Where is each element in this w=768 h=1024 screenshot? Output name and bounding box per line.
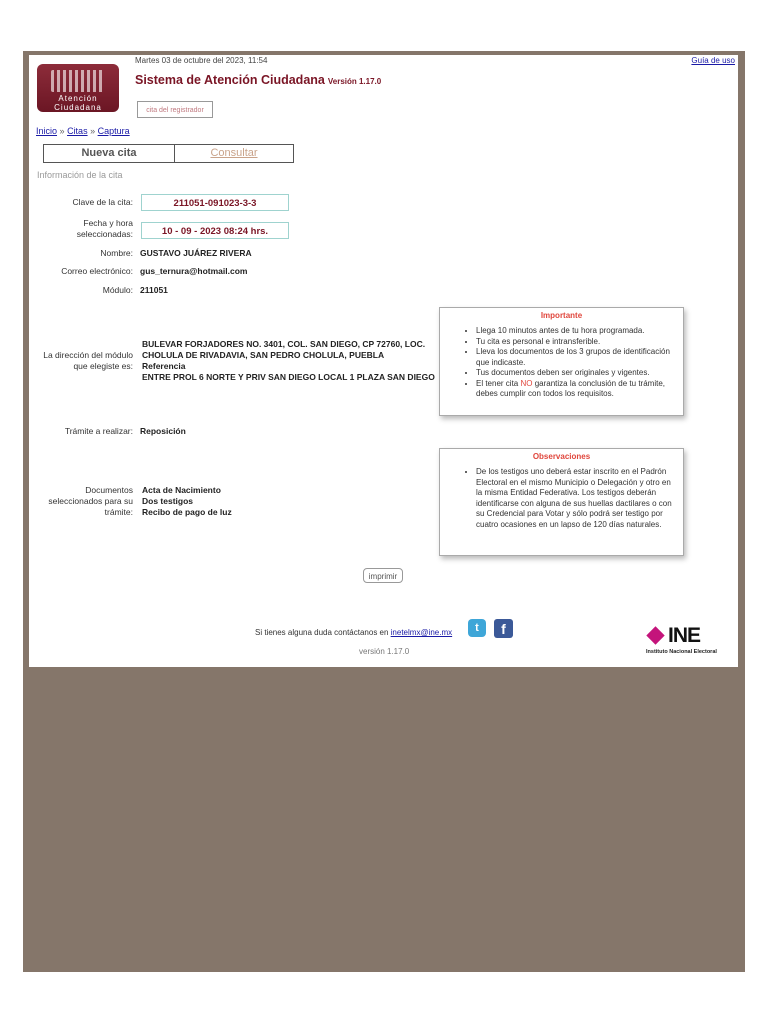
app-title-text: Sistema de Atención Ciudadana (135, 73, 325, 87)
list-item: • Llega 10 minutos antes de tu hora programada. (476, 326, 683, 337)
user-guide-link[interactable]: Guía de uso (691, 56, 735, 65)
ine-logo-subtitle: Instituto Nacional Electoral (646, 649, 717, 655)
modulo-label: Módulo: (102, 285, 133, 295)
breadcrumb-captura[interactable]: Captura (97, 126, 130, 136)
tramite-value: Reposición (140, 426, 186, 436)
tab-nueva-cita[interactable]: Nueva cita (43, 144, 175, 163)
documento-item: Dos testigos (142, 496, 194, 506)
registrar-button[interactable]: cita del registrador (137, 101, 213, 118)
direccion-line: Referencia (142, 361, 186, 371)
ine-logo-word: INE (668, 624, 701, 647)
list-item: • De los testigos uno deberá estar inscrito en el Padrón Electoral en el mismo Municipio o Delegación y otro en la misma Entidad Federativa. Los testigos deberán identificarse con alguna de sus huellas dactilares o con su Credencial para Votar y sólo podrá ser testigo por cuatro ocasiones en un lapso de 120 días naturales. (476, 467, 677, 530)
current-datetime: Martes 03 de octubre del 2023, 11:54 (135, 56, 268, 65)
documento-item: Acta de Nacimiento (142, 485, 221, 495)
print-button[interactable]: imprimir (363, 568, 403, 583)
tramite-label: Trámite a realizar: (64, 426, 133, 436)
clave-label: Clave de la cita: (72, 197, 133, 207)
tab-bar (43, 144, 294, 163)
facebook-icon[interactable]: f (494, 619, 513, 638)
observaciones-list (440, 467, 683, 530)
app-version: Versión 1.17.0 (327, 77, 382, 86)
fecha-label-line2: seleccionadas: (76, 229, 133, 239)
help-email-link[interactable]: inetelmx@ine.mx (390, 628, 453, 637)
section-title: Información de la cita (37, 170, 123, 180)
documentos-label-line3: trámite: (104, 507, 133, 517)
direccion-line: ENTRE PROL 6 NORTE Y PRIV SAN DIEGO LOCAL 1 PLAZA SAN DIEGO (142, 372, 435, 382)
nombre-label: Nombre: (100, 248, 133, 258)
direccion-label-line1: La dirección del módulo (43, 350, 133, 360)
direccion-line: CHOLULA DE RIVADAVIA, SAN PEDRO CHOLULA, PUEBLA (142, 350, 385, 360)
documento-item: Recibo de pago de luz (142, 507, 232, 517)
logo-text-line1: Atención (58, 94, 98, 103)
breadcrumb (36, 126, 130, 136)
fecha-label (35, 218, 133, 240)
tab-consultar[interactable]: Consultar (175, 144, 294, 163)
direccion-label (35, 350, 133, 372)
importante-list (440, 326, 683, 400)
direccion-value (142, 339, 435, 383)
breadcrumb-inicio[interactable]: Inicio (36, 126, 58, 136)
importante-title: Importante (540, 311, 583, 320)
observaciones-title: Observaciones (532, 452, 591, 461)
footer-version: versión 1.17.0 (359, 647, 410, 656)
correo-label: Correo electrónico: (61, 266, 133, 276)
breadcrumb-separator: » (90, 126, 96, 136)
list-item-highlight: NO (520, 378, 533, 388)
fecha-value: 10 - 09 - 2023 08:24 hrs. (141, 222, 289, 239)
clave-value: 211051-091023-3-3 (141, 194, 289, 211)
correo-value: gus_ternura@hotmail.com (140, 266, 248, 276)
documentos-label-line2: seleccionados para su (48, 496, 133, 506)
documentos-label-line1: Documentos (85, 485, 133, 495)
logo-icon (51, 70, 105, 92)
twitter-icon[interactable]: t (468, 619, 486, 637)
modulo-value: 211051 (140, 285, 168, 295)
direccion-label-line2: que elegiste es: (73, 361, 133, 371)
list-item: • Lleva los documentos de los 3 grupos de identificación que indicaste. (476, 347, 683, 368)
ine-diamond-icon (646, 626, 664, 644)
app-logo (37, 64, 119, 112)
breadcrumb-separator: » (59, 126, 65, 136)
help-text (255, 628, 452, 637)
direccion-line: BULEVAR FORJADORES NO. 3401, COL. SAN DIEGO, CP 72760, LOC. (142, 339, 426, 349)
logo-text-line2: Ciudadana (54, 103, 102, 112)
breadcrumb-citas[interactable]: Citas (67, 126, 88, 136)
documentos-value (142, 485, 232, 518)
list-item: • Tus documentos deben ser originales y vigentes. (476, 368, 683, 379)
documentos-label (35, 485, 133, 518)
list-item (476, 379, 683, 400)
list-item-text: garantiza la conclusión de tu trámite, debes cumplir con todos los requisitos. (476, 378, 665, 398)
observaciones-panel (439, 448, 684, 556)
help-text-label: Si tienes alguna duda contáctanos en (255, 628, 391, 637)
list-item-text: El tener cita (476, 378, 521, 388)
nombre-value: GUSTAVO JUÁREZ RIVERA (140, 248, 252, 258)
importante-panel (439, 307, 684, 416)
app-title (135, 73, 381, 87)
ine-logo (646, 624, 730, 659)
fecha-label-line1: Fecha y hora (83, 218, 133, 228)
list-item: • Tu cita es personal e intransferible. (476, 337, 683, 348)
